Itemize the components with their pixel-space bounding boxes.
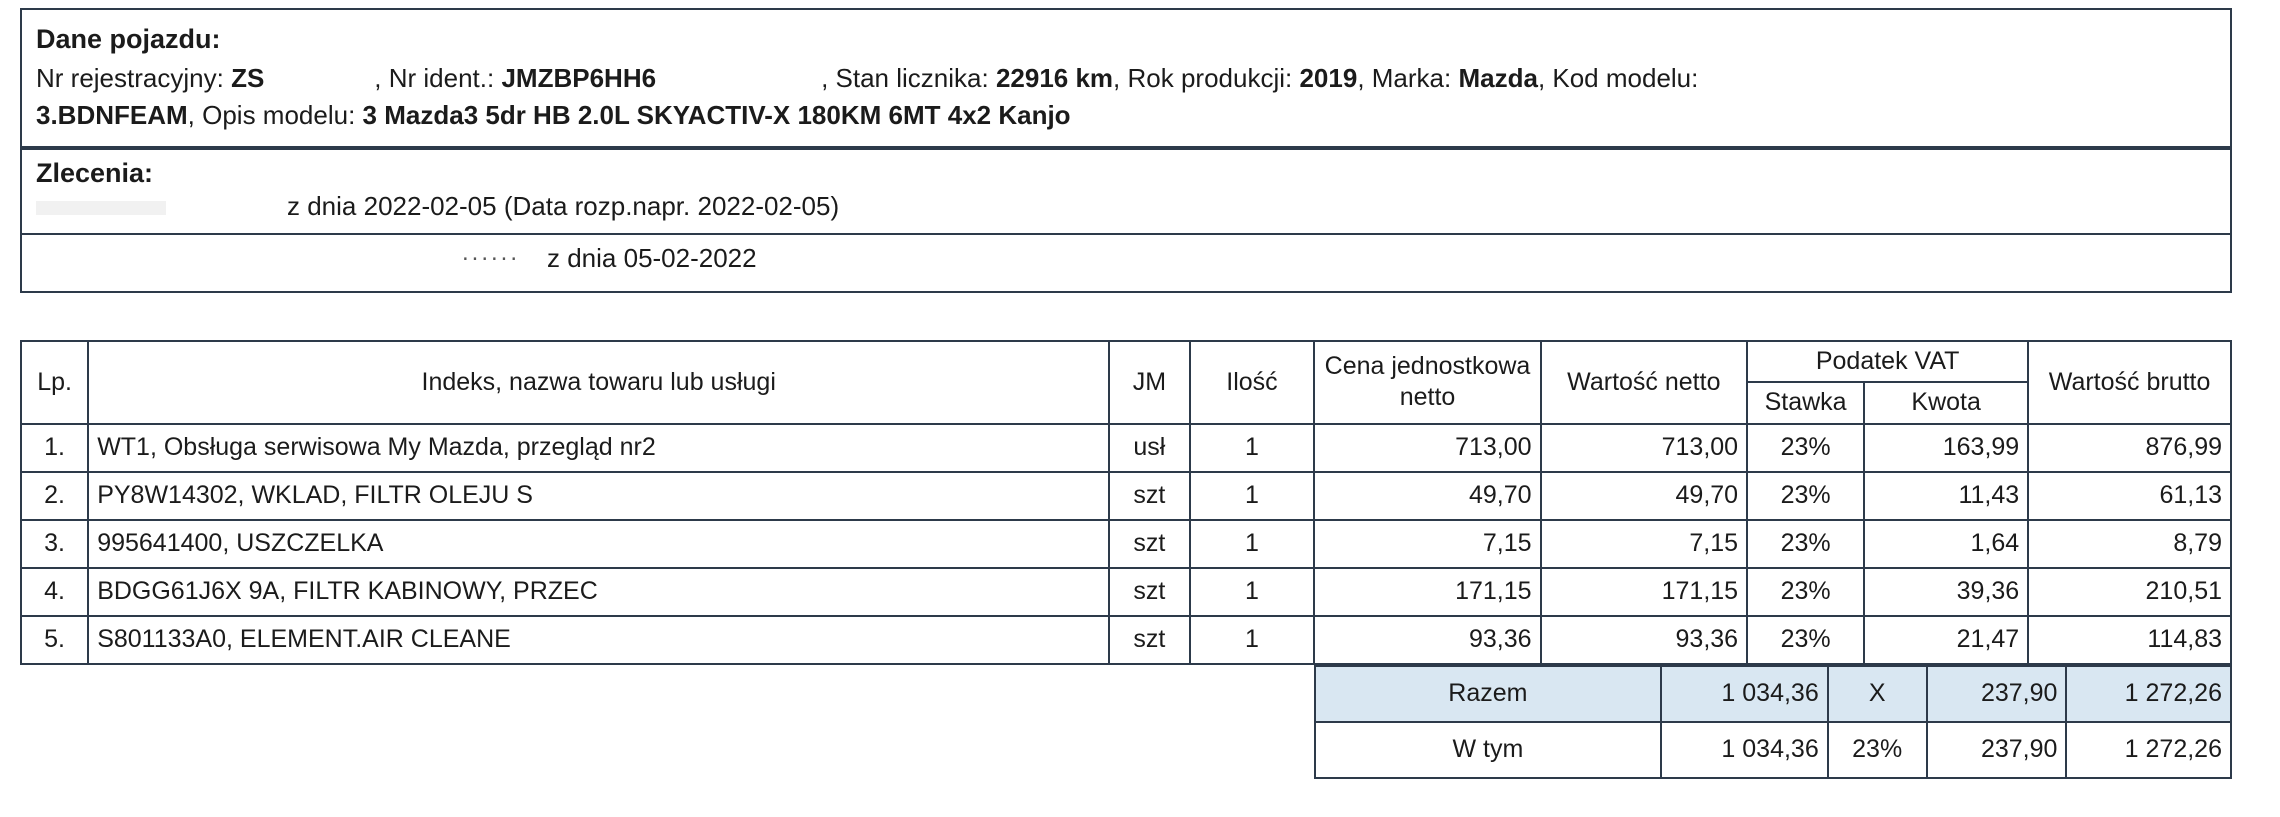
cell-net-value: 713,00 [1541,424,1748,472]
summary-gross-value: 1 272,26 [2066,722,2231,778]
cell-net-value: 7,15 [1541,520,1748,568]
cell-qty: 1 [1190,616,1315,664]
header-unit-price: Cena jednostkowa netto [1314,341,1540,424]
vehicle-data-section [20,8,2232,148]
header-name: Indeks, nazwa towaru lub usługi [88,341,1109,424]
summary-row [1315,722,2231,778]
odometer-label: , Stan licznika: [821,63,989,94]
cell-name: BDGG61J6X 9A, FILTR KABINOWY, PRZEC [88,568,1109,616]
summary-host [20,665,2232,785]
cell-qty: 1 [1190,424,1315,472]
ident-redaction [656,69,821,91]
table-row [21,616,2231,664]
items-table-head [21,341,2231,424]
table-row [21,472,2231,520]
cell-vat-rate: 23% [1747,568,1864,616]
cell-gross-value: 210,51 [2028,568,2231,616]
registration-label: Nr rejestracyjny: [36,63,224,94]
table-row [21,568,2231,616]
cell-gross-value: 61,13 [2028,472,2231,520]
items-table-body [21,424,2231,664]
cell-vat-amount: 21,47 [1864,616,2028,664]
cell-gross-value: 8,79 [2028,520,2231,568]
registration-value: ZS [231,63,265,94]
model-code-value: 3.BDNFEAM [36,100,188,131]
header-vat-group: Podatek VAT [1747,341,2028,382]
cell-jm: szt [1109,616,1189,664]
summary-table-body [1315,666,2231,778]
table-row [21,520,2231,568]
header-qty: Ilość [1190,341,1315,424]
cell-lp: 2. [21,472,88,520]
cell-gross-value: 876,99 [2028,424,2231,472]
orders-title: Zlecenia: [36,158,154,188]
model-desc-value: 3 Mazda3 5dr HB 2.0L SKYACTIV-X 180KM 6MT 4x2 Kanjo [362,100,1071,131]
vehicle-data-title: Dane pojazdu: [36,24,221,54]
table-row [21,424,2231,472]
cell-lp: 4. [21,568,88,616]
summary-net-value: 1 034,36 [1661,722,1828,778]
cell-unit-price: 171,15 [1314,568,1540,616]
cell-unit-price: 93,36 [1314,616,1540,664]
cell-vat-rate: 23% [1747,472,1864,520]
items-table-wrapper [20,340,2232,785]
summary-vat-amount: 237,90 [1927,666,2067,722]
summary-label: Razem [1315,666,1661,722]
cell-qty: 1 [1190,520,1315,568]
order-2-text: z dnia 05-02-2022 [547,243,757,273]
summary-net-value: 1 034,36 [1661,666,1828,722]
cell-vat-rate: 23% [1747,520,1864,568]
cell-jm: szt [1109,568,1189,616]
cell-unit-price: 7,15 [1314,520,1540,568]
header-jm: JM [1109,341,1189,424]
cell-jm: szt [1109,472,1189,520]
cell-gross-value: 114,83 [2028,616,2231,664]
vehicle-data-line-2 [36,97,2216,134]
cell-qty: 1 [1190,472,1315,520]
header-vat-rate: Stawka [1747,382,1864,423]
brand-value: Mazda [1458,63,1538,94]
cell-lp: 3. [21,520,88,568]
vehicle-data-line-1 [36,60,2216,97]
header-net-value: Wartość netto [1541,341,1748,424]
cell-jm: usł [1109,424,1189,472]
year-label: , Rok produkcji: [1113,63,1293,94]
cell-vat-rate: 23% [1747,616,1864,664]
cell-lp: 5. [21,616,88,664]
cell-net-value: 93,36 [1541,616,1748,664]
cell-vat-amount: 1,64 [1864,520,2028,568]
year-value: 2019 [1299,63,1358,94]
order-1-text: z dnia 2022-02-05 (Data rozp.napr. 2022-02-05) [287,191,840,221]
items-table [20,340,2232,665]
cell-unit-price: 713,00 [1314,424,1540,472]
summary-vat-rate: X [1828,666,1927,722]
model-desc-label: , Opis modelu: [187,100,356,131]
summary-table [1314,665,2232,779]
summary-gross-value: 1 272,26 [2066,666,2231,722]
odometer-value: 22916 km [995,63,1114,94]
ident-value: JMZBP6HH6 [501,63,657,94]
cell-net-value: 49,70 [1541,472,1748,520]
cell-vat-amount: 163,99 [1864,424,2028,472]
items-header-row-1 [21,341,2231,382]
header-lp: Lp. [21,341,88,424]
order-row-2 [22,235,2230,291]
cell-name: WT1, Obsługa serwisowa My Mazda, przegląd nr2 [88,424,1109,472]
order-row-1 [22,191,2230,229]
orders-section [20,148,2232,293]
cell-name: 995641400, USZCZELKA [88,520,1109,568]
cell-vat-rate: 23% [1747,424,1864,472]
order-2-dots: ...... [462,239,521,266]
cell-jm: szt [1109,520,1189,568]
summary-label: W tym [1315,722,1661,778]
summary-row [1315,666,2231,722]
cell-unit-price: 49,70 [1314,472,1540,520]
cell-name: S801133A0, ELEMENT.AIR CLEANE [88,616,1109,664]
cell-lp: 1. [21,424,88,472]
cell-vat-amount: 39,36 [1864,568,2028,616]
brand-label: , Marka: [1357,63,1452,94]
summary-vat-rate: 23% [1828,722,1927,778]
ident-label: , Nr ident.: [374,63,495,94]
cell-name: PY8W14302, WKLAD, FILTR OLEJU S [88,472,1109,520]
order-1-redaction [36,201,166,215]
order-2-redaction [34,243,454,277]
cell-qty: 1 [1190,568,1315,616]
header-gross-value: Wartość brutto [2028,341,2231,424]
model-code-label: , Kod modelu: [1537,63,1699,94]
cell-net-value: 171,15 [1541,568,1748,616]
summary-vat-amount: 237,90 [1927,722,2067,778]
registration-redaction [264,69,374,91]
header-vat-amount: Kwota [1864,382,2028,423]
cell-vat-amount: 11,43 [1864,472,2028,520]
